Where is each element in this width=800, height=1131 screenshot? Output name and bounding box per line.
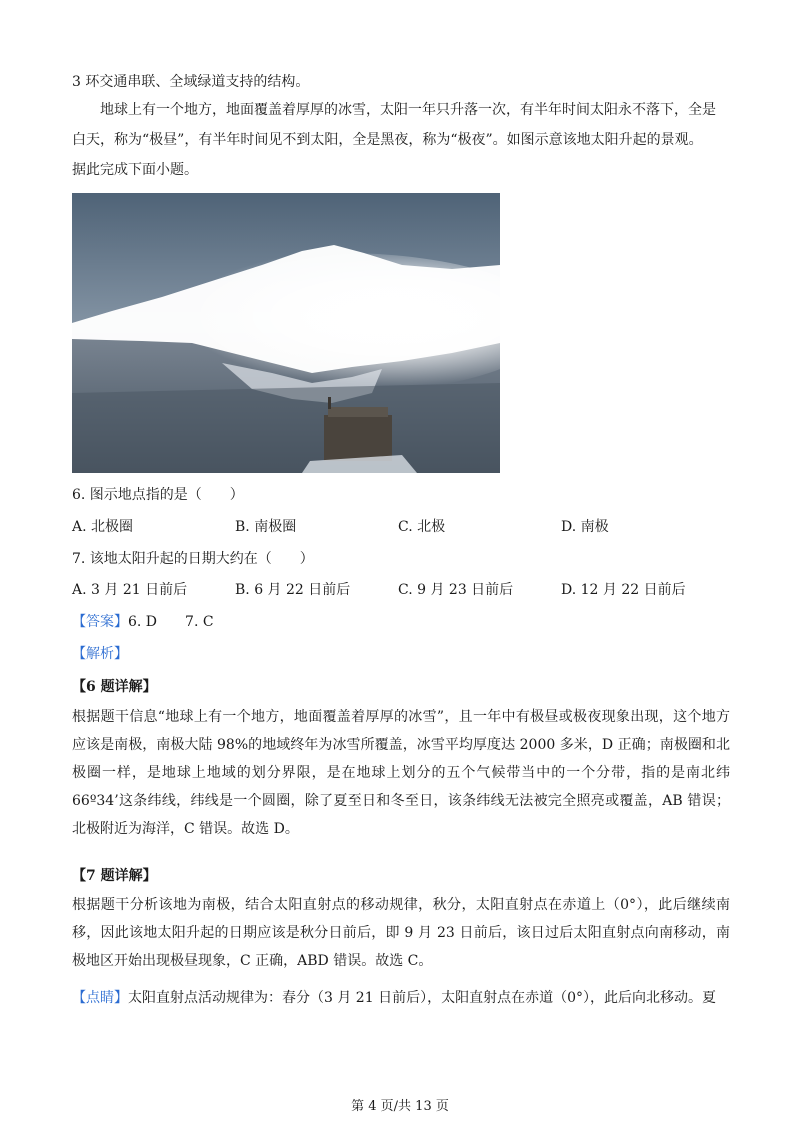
answer-tag: 【答案】 xyxy=(72,614,128,630)
q7-detail-text: 根据题干分析该地为南极，结合太阳直射点的移动规律，秋分，太阳直射点在赤道上（0°），此后继续南移，因此该地太阳升起的日期应该是秋分日前后，即 9 月 23 日前后，该日过后太阳直射点向南移动，南极地区开始出现极昼现象，C 正确，ABD 错误。故选 C。 xyxy=(72,897,730,969)
tip-line xyxy=(72,988,732,1008)
question-6: 6. 图示地点指的是（ ） xyxy=(72,487,244,503)
intro-paragraph-line-3: 据此完成下面小题。 xyxy=(72,162,198,178)
q7-option-b: B. 6 月 22 日前后 xyxy=(235,582,351,598)
q7-detail-title: 【7 题详解】 xyxy=(72,868,157,884)
tip-tag: 【点睛】 xyxy=(72,990,128,1006)
photo-drawing xyxy=(72,193,500,473)
q7-option-a: A. 3 月 21 日前后 xyxy=(72,582,188,598)
q7-option-d: D. 12 月 22 日前后 xyxy=(561,582,686,598)
q6-option-d: D. 南极 xyxy=(561,519,609,535)
answer-text: 6. D 7. C xyxy=(128,614,214,630)
polar-sunrise-photo xyxy=(72,193,500,473)
q6-detail-text: 根据题干信息“地球上有一个地方，地面覆盖着厚厚的冰雪”，且一年中有极昼或极夜现象出现，这个地方应该是南极，南极大陆 98%的地域终年为冰雪所覆盖，冰雪平均厚度达 2000 多米，D 正确；南极圈和北极圈一样，是地球上地域的划分界限，是在地球上划分的五个气候带当中的一个分带，指的是南北纬 66º34’这条纬线，纬线是一个圆圈，除了夏至日和冬至日，该条纬线无法被完全照亮或覆盖，AB 错误；北极附近为海洋，C 错误。故选 D。 xyxy=(72,709,730,837)
q6-detail-title: 【6 题详解】 xyxy=(72,679,157,695)
answer-line xyxy=(72,612,732,632)
tip-text: 太阳直射点活动规律为：春分（3 月 21 日前后），太阳直射点在赤道（0°），此后向北移动。夏 xyxy=(128,990,716,1006)
intro-paragraph-line-2: 白天，称为“极昼”，有半年时间见不到太阳，全是黑夜，称为“极夜”。如图示意该地太阳升起的景观。 xyxy=(72,132,703,148)
line-structure: 3 环交通串联、全域绿道支持的结构。 xyxy=(72,74,310,90)
page-footer: 第 4 页/共 13 页 xyxy=(351,1099,449,1114)
intro-paragraph-line-1: 地球上有一个地方，地面覆盖着厚厚的冰雪，太阳一年只升落一次，有半年时间太阳永不落下，全是 xyxy=(100,102,716,118)
q6-option-b: B. 南极圈 xyxy=(235,519,297,535)
analysis-tag: 【解析】 xyxy=(72,646,128,662)
q6-option-c: C. 北极 xyxy=(398,519,446,535)
q7-option-c: C. 9 月 23 日前后 xyxy=(398,582,514,598)
q6-option-a: A. 北极圈 xyxy=(72,519,134,535)
question-7: 7. 该地太阳升起的日期大约在（ ） xyxy=(72,551,314,567)
